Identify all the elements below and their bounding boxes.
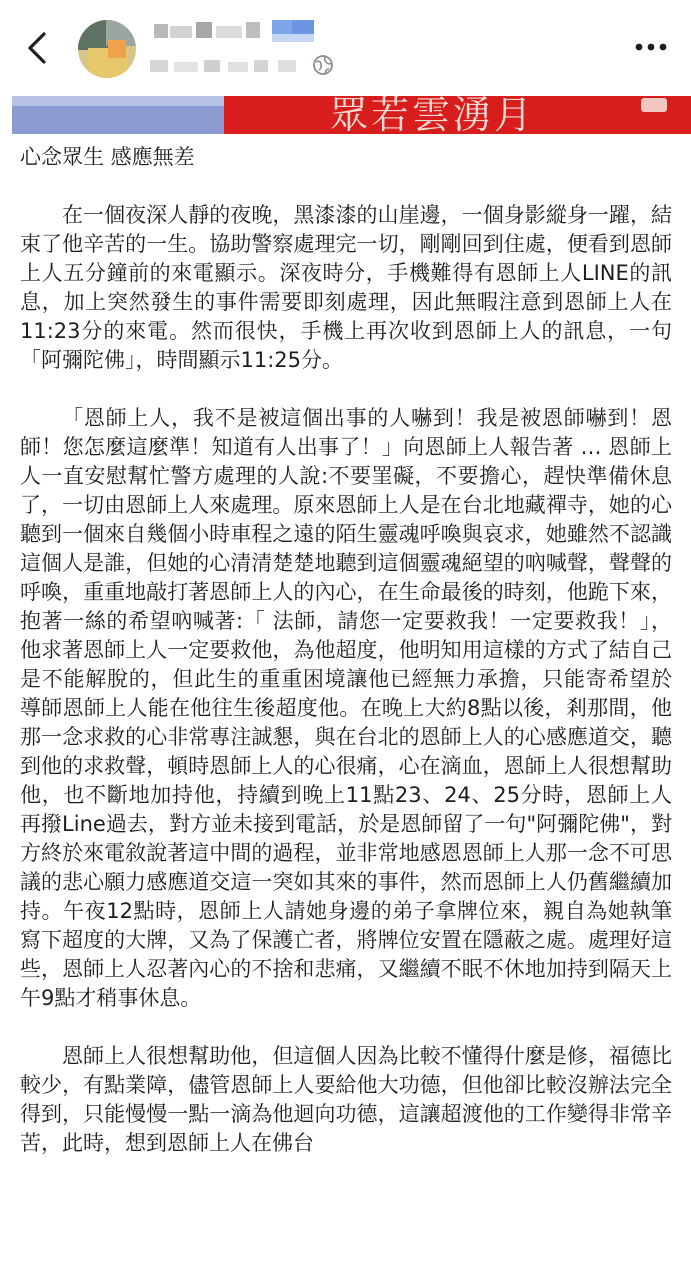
- post-body: [20, 143, 672, 1158]
- post-paragraph-3: 恩師上人很想幫助他，但這個人因為比較不懂得什麼是修，福德比較少，有點業障，儘管恩師上人要給他大功德，但他卻比較沒辦法完全得到，只能慢慢一點一滴為他迴向功德，這讓超渡他的工作變得非常辛苦，此時，想到恩師上人在佛台: [20, 1044, 672, 1155]
- post-title: 心念眾生 感應無差: [20, 145, 195, 169]
- banner-text: 眾若雲湧月: [330, 96, 536, 134]
- globe-icon: [312, 54, 334, 76]
- post-header: [0, 0, 691, 96]
- post-image-banner[interactable]: [12, 96, 691, 134]
- more-horizontal-icon: [628, 32, 674, 62]
- author-name-redacted[interactable]: [148, 20, 328, 80]
- chevron-left-icon: [18, 26, 58, 70]
- avatar[interactable]: [78, 20, 136, 78]
- post-paragraph-1: 在一個夜深人靜的夜晚，黑漆漆的山崖邊，一個身影縱身一躍，結束了他辛苦的一生。協助警察處理完一切，剛剛回到住處，便看到恩師上人五分鐘前的來電顯示。深夜時分，手機難得有恩師上人LINE的訊息，加上突然發生的事件需要即刻處理，因此無暇注意到恩師上人在11:23分的來電。然而很快，手機上再次收到恩師上人的訊息，一句「阿彌陀佛」，時間顯示11:25分。: [20, 203, 672, 372]
- back-button[interactable]: [18, 26, 58, 70]
- more-options-button[interactable]: [628, 32, 674, 62]
- post-paragraph-2: 「恩師上人，我不是被這個出事的人嚇到！我是被恩師嚇到！恩師！您怎麼這麼準！知道有人出事了！」向恩師上人報告著 … 恩師上人一直安慰幫忙警方處理的人說:不要罣礙，不要擔心，趕快準備休息了，一切由恩師上人來處理。原來恩師上人是在台北地藏禪寺，她的心聽到一個來自幾個小時車程之遠的陌生靈魂呼喚與哀求，她雖然不認識這個人是誰，但她的心清清楚楚地聽到這個靈魂絕望的吶喊聲，聲聲的呼喚，重重地敲打著恩師上人的內心，在生命最後的時刻，他跪下來，抱著一絲的希望吶喊著:「 法師，請您一定要救我！一定要救我！」，他求著恩師上人一定要救他，為他超度，他明知用這樣的方式了結自己是不能解脫的，但此生的重重困境讓他已經無力承擔，只能寄希望於 導師恩師上人能在他往生後超度他。在晚上大約8點以後，剎那間，他那一念求救的心非常專注誠懇，與在台北的恩師上人的心感應道交，聽到他的求救聲，頓時恩師上人的心很痛，心在滴血，恩師上人很想幫助他，也不斷地加持他，持續到晚上11點23、24、25分時，恩師上人再撥Line過去，對方並未接到電話，於是恩師留了一句"阿彌陀佛"，對方終於來電敘說著這中間的過程，並非常地感恩恩師上人那一念不可思議的悲心願力感應道交這一突如其來的事件，然而恩師上人仍舊繼續加持。午夜12點時，恩師上人請她身邊的弟子拿牌位來，親自為她執筆寫下超度的大牌，又為了保護亡者，將牌位安置在隱蔽之處。處理好這些，恩師上人忍著內心的不捨和悲痛，又繼續不眠不休地加持到隔天上午9點才稍事休息。: [20, 406, 672, 1010]
